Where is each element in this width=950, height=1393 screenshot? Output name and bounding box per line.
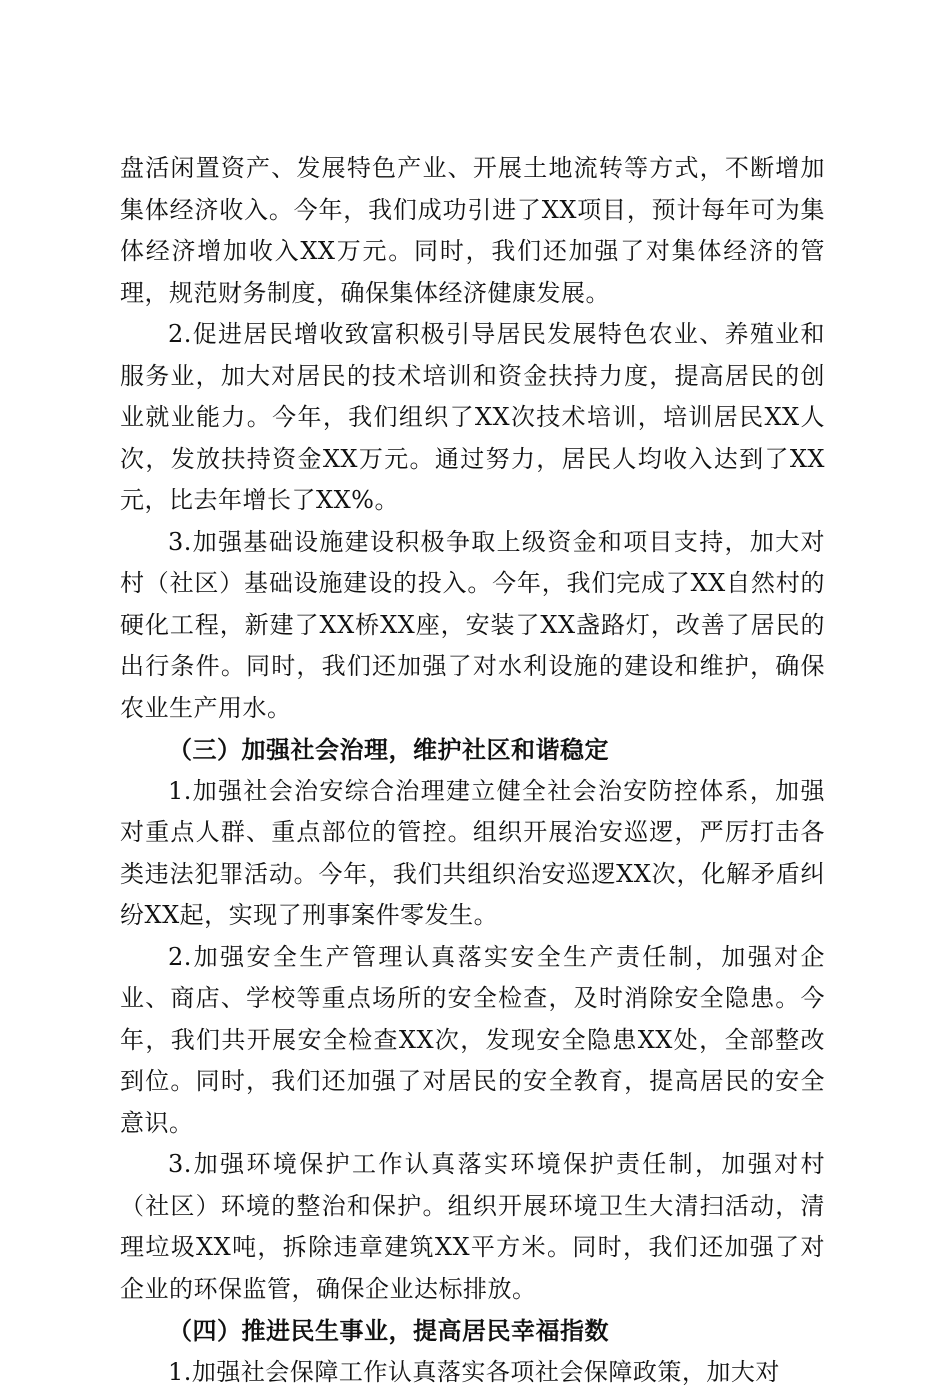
- section-heading-livelihood: （四）推进民生事业，提高居民幸福指数: [120, 1310, 825, 1352]
- paragraph-environmental-protection: 3.加强环境保护工作认真落实环境保护责任制，加强对村（社区）环境的整治和保护。组织开展环境卫生大清扫活动，清理垃圾XX吨，拆除违章建筑XX平方米。同时，我们还加强了对企业的环保监管，确保企业达标排放。: [120, 1144, 825, 1310]
- paragraph-social-security: 1.加强社会保障工作认真落实各项社会保障政策，加大对: [120, 1352, 825, 1393]
- paragraph-public-security: 1.加强社会治安综合治理建立健全社会治安防控体系，加强对重点人群、重点部位的管控。组织开展治安巡逻，严厉打击各类违法犯罪活动。今年，我们共组织治安巡逻XX次，化解矛盾纠纷XX起，实现了刑事案件零发生。: [120, 771, 825, 937]
- section-heading-social-governance: （三）加强社会治理，维护社区和谐稳定: [120, 729, 825, 771]
- document-body: [120, 148, 825, 1393]
- paragraph-resident-income: 2.促进居民增收致富积极引导居民发展特色农业、养殖业和服务业，加大对居民的技术培训和资金扶持力度，提高居民的创业就业能力。今年，我们组织了XX次技术培训，培训居民XX人次，发放扶持资金XX万元。通过努力，居民人均收入达到了XX元，比去年增长了XX%。: [120, 314, 825, 522]
- paragraph-production-safety: 2.加强安全生产管理认真落实安全生产责任制，加强对企业、商店、学校等重点场所的安全检查，及时消除安全隐患。今年，我们共开展安全检查XX次，发现安全隐患XX处，全部整改到位。同时，我们还加强了对居民的安全教育，提高居民的安全意识。: [120, 937, 825, 1145]
- paragraph-infrastructure: 3.加强基础设施建设积极争取上级资金和项目支持，加大对村（社区）基础设施建设的投入。今年，我们完成了XX自然村的硬化工程，新建了XX桥XX座，安装了XX盏路灯，改善了居民的出行条件。同时，我们还加强了对水利设施的建设和维护，确保农业生产用水。: [120, 522, 825, 730]
- paragraph-collective-economy: 盘活闲置资产、发展特色产业、开展土地流转等方式，不断增加集体经济收入。今年，我们成功引进了XX项目，预计每年可为集体经济增加收入XX万元。同时，我们还加强了对集体经济的管理，规范财务制度，确保集体经济健康发展。: [120, 148, 825, 314]
